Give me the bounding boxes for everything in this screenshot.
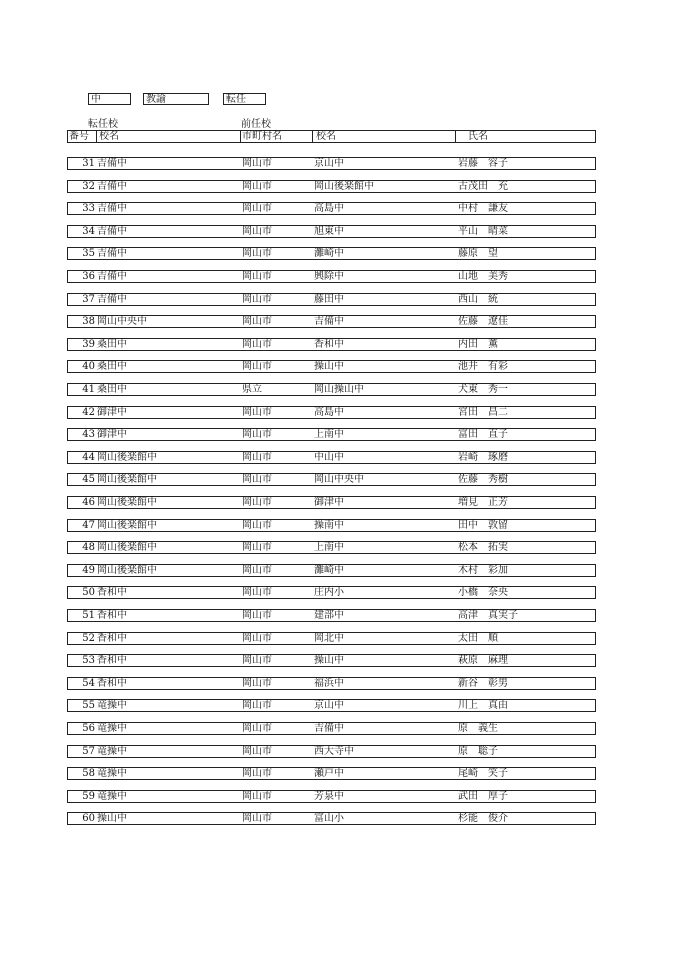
- category-box: 教諭: [143, 93, 209, 105]
- table-row: [67, 406, 596, 419]
- row-school: 岡山後楽館中: [97, 474, 157, 485]
- row-school: 岡山後楽館中: [97, 520, 157, 531]
- row-city: 岡山市: [242, 791, 272, 802]
- row-number: 49: [82, 565, 95, 576]
- row-city: 岡山市: [242, 474, 272, 485]
- table-header: [67, 130, 596, 143]
- table-row: [67, 180, 596, 193]
- row-city: 岡山市: [242, 452, 272, 463]
- table-row: [67, 202, 596, 215]
- row-number: 55: [82, 700, 95, 711]
- row-number: 50: [82, 587, 95, 598]
- row-city: 岡山市: [242, 723, 272, 734]
- row-city: 岡山市: [242, 610, 272, 621]
- row-name: 中村 謙友: [458, 203, 508, 214]
- row-school: 吉備中: [97, 203, 127, 214]
- new-school-group-label: 転任校: [88, 119, 118, 130]
- table-row: [67, 609, 596, 622]
- row-prev-school: 建部中: [314, 610, 344, 621]
- header-school: 校名: [99, 131, 119, 142]
- row-school: 吉備中: [97, 181, 127, 192]
- row-city: 岡山市: [242, 746, 272, 757]
- row-prev-school: 香和中: [314, 339, 344, 350]
- row-city: 岡山市: [242, 655, 272, 666]
- row-school: 竜操中: [97, 700, 127, 711]
- row-name: 木村 彩加: [458, 565, 508, 576]
- row-city: 岡山市: [242, 407, 272, 418]
- row-number: 60: [82, 813, 95, 824]
- row-prev-school: 西大寺中: [314, 746, 354, 757]
- row-prev-school: 岡北中: [314, 633, 344, 644]
- table-row: [67, 632, 596, 645]
- row-number: 58: [82, 768, 95, 779]
- row-prev-school: 灘崎中: [314, 565, 344, 576]
- row-prev-school: 福浜中: [314, 678, 344, 689]
- row-number: 32: [82, 181, 95, 192]
- row-prev-school: 高島中: [314, 203, 344, 214]
- table-row: [67, 586, 596, 599]
- row-school: 吉備中: [97, 271, 127, 282]
- row-number: 52: [82, 633, 95, 644]
- row-prev-school: 操山中: [314, 361, 344, 372]
- header-prev-school: 校名: [316, 131, 336, 142]
- row-number: 47: [82, 520, 95, 531]
- row-school: 竜操中: [97, 746, 127, 757]
- row-prev-school: 岡山操山中: [314, 384, 364, 395]
- table-row: [67, 790, 596, 803]
- row-prev-school: 吉備中: [314, 316, 344, 327]
- table-row: [67, 451, 596, 464]
- row-prev-school: 藤田中: [314, 294, 344, 305]
- row-number: 51: [82, 610, 95, 621]
- row-name: 小橋 奈央: [458, 587, 508, 598]
- row-number: 57: [82, 746, 95, 757]
- row-prev-school: 高島中: [314, 407, 344, 418]
- row-name: 岩崎 琢磨: [458, 452, 508, 463]
- row-prev-school: 瀬戸中: [314, 768, 344, 779]
- table-row: [67, 519, 596, 532]
- row-city: 岡山市: [242, 565, 272, 576]
- table-row: [67, 157, 596, 170]
- row-name: 新谷 彰男: [458, 678, 508, 689]
- header-divider: [240, 131, 241, 142]
- header-name: 氏名: [468, 131, 488, 142]
- row-school: 御津中: [97, 407, 127, 418]
- row-school: 岡山後楽館中: [97, 497, 157, 508]
- row-prev-school: 中山中: [314, 452, 344, 463]
- row-school: 竜操中: [97, 723, 127, 734]
- row-number: 31: [82, 158, 95, 169]
- row-city: 岡山市: [242, 678, 272, 689]
- row-school: 吉備中: [97, 248, 127, 259]
- row-number: 53: [82, 655, 95, 666]
- row-city: 岡山市: [242, 813, 272, 824]
- row-school: 竜操中: [97, 791, 127, 802]
- row-school: 操山中: [97, 813, 127, 824]
- prev-school-group-label: 前任校: [241, 119, 271, 130]
- row-city: 岡山市: [242, 271, 272, 282]
- row-name: 高津 真実子: [458, 610, 518, 621]
- row-number: 35: [82, 248, 95, 259]
- row-city: 岡山市: [242, 158, 272, 169]
- header-city: 市町村名: [242, 131, 282, 142]
- table-row: [67, 225, 596, 238]
- table-row: [67, 722, 596, 735]
- row-city: 岡山市: [242, 768, 272, 779]
- table-row: [67, 338, 596, 351]
- row-name: 平山 晴菜: [458, 226, 508, 237]
- type-box: 転任: [223, 93, 266, 105]
- row-city: 岡山市: [242, 294, 272, 305]
- row-prev-school: 富山小: [314, 813, 344, 824]
- table-row: [67, 564, 596, 577]
- header-divider: [96, 131, 97, 142]
- row-prev-school: 操山中: [314, 655, 344, 666]
- row-city: 岡山市: [242, 542, 272, 553]
- row-name: 佐藤 秀樹: [458, 474, 508, 485]
- row-name: 藤原 望: [458, 248, 498, 259]
- row-number: 46: [82, 497, 95, 508]
- row-prev-school: 岡山中央中: [314, 474, 364, 485]
- row-prev-school: 灘崎中: [314, 248, 344, 259]
- row-school: 岡山後楽館中: [97, 542, 157, 553]
- row-school: 吉備中: [97, 294, 127, 305]
- row-name: 池井 有彩: [458, 361, 508, 372]
- row-city: 岡山市: [242, 520, 272, 531]
- row-city: 岡山市: [242, 700, 272, 711]
- table-row: [67, 428, 596, 441]
- row-name: 宮田 昌二: [458, 407, 508, 418]
- row-name: 富田 直子: [458, 429, 508, 440]
- row-city: 岡山市: [242, 429, 272, 440]
- row-city: 県立: [242, 384, 262, 395]
- row-city: 岡山市: [242, 339, 272, 350]
- row-number: 33: [82, 203, 95, 214]
- row-prev-school: 京山中: [314, 158, 344, 169]
- row-number: 42: [82, 407, 95, 418]
- row-name: 原 義生: [458, 723, 498, 734]
- row-city: 岡山市: [242, 587, 272, 598]
- row-school: 香和中: [97, 587, 127, 598]
- row-school: 吉備中: [97, 226, 127, 237]
- table-row: [67, 745, 596, 758]
- table-row: [67, 767, 596, 780]
- row-school: 香和中: [97, 633, 127, 644]
- table-row: [67, 654, 596, 667]
- row-number: 44: [82, 452, 95, 463]
- table-row: [67, 677, 596, 690]
- row-name: 岩藤 容子: [458, 158, 508, 169]
- row-number: 40: [82, 361, 95, 372]
- row-school: 桑田中: [97, 384, 127, 395]
- row-prev-school: 芳泉中: [314, 791, 344, 802]
- row-city: 岡山市: [242, 203, 272, 214]
- row-number: 37: [82, 294, 95, 305]
- row-school: 吉備中: [97, 158, 127, 169]
- row-school: 香和中: [97, 655, 127, 666]
- table-row: [67, 699, 596, 712]
- level-box: 中: [88, 93, 131, 105]
- row-prev-school: 京山中: [314, 700, 344, 711]
- row-number: 36: [82, 271, 95, 282]
- row-name: 原 聡子: [458, 746, 498, 757]
- row-city: 岡山市: [242, 633, 272, 644]
- table-row: [67, 812, 596, 825]
- row-city: 岡山市: [242, 361, 272, 372]
- table-row: [67, 541, 596, 554]
- row-name: 増見 正芳: [458, 497, 508, 508]
- row-school: 岡山中央中: [97, 316, 147, 327]
- row-prev-school: 上南中: [314, 542, 344, 553]
- row-city: 岡山市: [242, 248, 272, 259]
- row-number: 41: [82, 384, 95, 395]
- row-name: 犬東 秀一: [458, 384, 508, 395]
- row-number: 54: [82, 678, 95, 689]
- table-row: [67, 473, 596, 486]
- row-name: 川上 真由: [458, 700, 508, 711]
- row-prev-school: 操南中: [314, 520, 344, 531]
- row-school: 香和中: [97, 610, 127, 621]
- row-number: 45: [82, 474, 95, 485]
- row-number: 48: [82, 542, 95, 553]
- row-prev-school: 上南中: [314, 429, 344, 440]
- row-name: 杉能 俊介: [458, 813, 508, 824]
- header-divider: [312, 131, 313, 142]
- row-name: 松本 拓実: [458, 542, 508, 553]
- row-school: 桑田中: [97, 361, 127, 372]
- row-name: 尾崎 笑子: [458, 768, 508, 779]
- row-prev-school: 庄内小: [314, 587, 344, 598]
- table-row: [67, 360, 596, 373]
- table-row: [67, 293, 596, 306]
- row-prev-school: 吉備中: [314, 723, 344, 734]
- row-name: 佐藤 遼佳: [458, 316, 508, 327]
- row-name: 武田 厚子: [458, 791, 508, 802]
- table-row: [67, 270, 596, 283]
- row-school: 御津中: [97, 429, 127, 440]
- row-school: 桑田中: [97, 339, 127, 350]
- row-number: 56: [82, 723, 95, 734]
- row-name: 萩原 麻理: [458, 655, 508, 666]
- row-school: 香和中: [97, 678, 127, 689]
- row-city: 岡山市: [242, 226, 272, 237]
- row-school: 岡山後楽館中: [97, 565, 157, 576]
- header-num: 番号: [69, 131, 89, 142]
- table-row: [67, 383, 596, 396]
- row-number: 34: [82, 226, 95, 237]
- row-school: 岡山後楽館中: [97, 452, 157, 463]
- row-school: 竜操中: [97, 768, 127, 779]
- row-city: 岡山市: [242, 316, 272, 327]
- table-row: [67, 247, 596, 260]
- row-city: 岡山市: [242, 497, 272, 508]
- row-prev-school: 興除中: [314, 271, 344, 282]
- row-name: 田中 敦留: [458, 520, 508, 531]
- row-number: 43: [82, 429, 95, 440]
- row-name: 西山 統: [458, 294, 498, 305]
- row-number: 38: [82, 316, 95, 327]
- row-name: 古茂田 充: [458, 181, 508, 192]
- row-prev-school: 旭東中: [314, 226, 344, 237]
- table-row: [67, 496, 596, 509]
- row-number: 59: [82, 791, 95, 802]
- row-city: 岡山市: [242, 181, 272, 192]
- row-number: 39: [82, 339, 95, 350]
- row-prev-school: 岡山後楽館中: [314, 181, 374, 192]
- row-name: 内田 薫: [458, 339, 498, 350]
- row-name: 山地 美秀: [458, 271, 508, 282]
- table-row: [67, 315, 596, 328]
- row-name: 太田 順: [458, 633, 498, 644]
- row-prev-school: 御津中: [314, 497, 344, 508]
- header-divider: [455, 131, 456, 142]
